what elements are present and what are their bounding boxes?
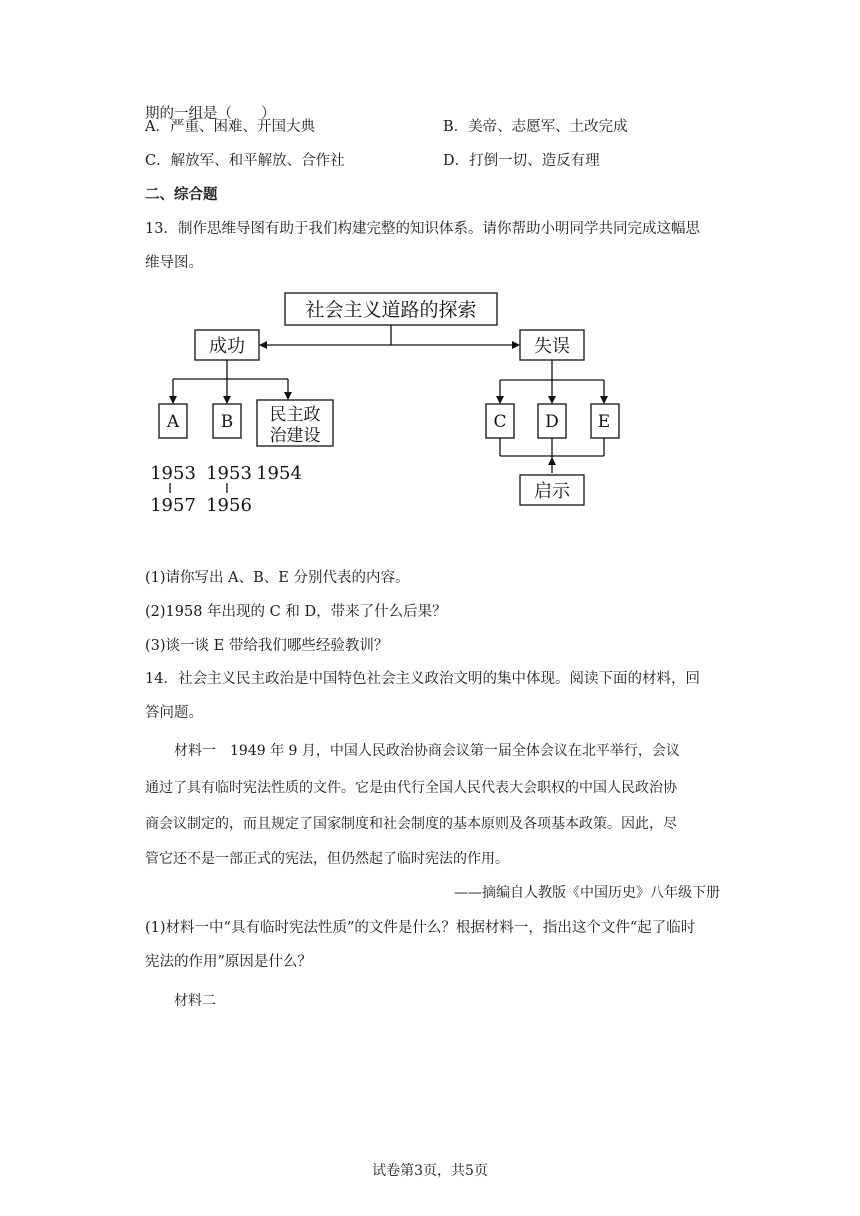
page-footer: 试卷第3页，共5页 (372, 1163, 488, 1179)
material-1-line-3: 商会议制定的，而且规定了国家制度和社会制度的基本原则及各项基本政策。因此，尽 (145, 816, 677, 832)
box-b-label: B (220, 412, 234, 432)
option-c: C．解放军、和平解放、合作社 (145, 153, 345, 169)
question-14-sub-1-line-1: (1)材料一中“具有临时宪法性质”的文件是什么？根据材料一，指出这个文件“起了临时 (145, 920, 696, 936)
question-13-sub-2: (2)1958 年出现的 C 和 D，带来了什么后果？ (145, 604, 447, 620)
question-12-tail: 期的一组是（ ） (145, 106, 276, 122)
section-heading: 二、综合题 (145, 186, 218, 203)
question-14-sub-1-line-2: 宪法的作用”原因是什么？ (145, 954, 312, 970)
material-1-line-4: 管它还不是一部正式的宪法，但仍然起了临时宪法的作用。 (145, 851, 509, 867)
b-end-year: 1956 (206, 495, 252, 516)
b-start-year: 1953 (206, 463, 252, 484)
material-2-label: 材料二 (174, 993, 216, 1009)
option-d: D．打倒一切、造反有理 (443, 153, 600, 169)
material-1-source: ——摘编自人教版《中国历史》八年级下册 (454, 885, 720, 901)
a-end-year: 1957 (150, 495, 196, 516)
mistake-label: 失误 (534, 336, 570, 357)
box-d-label: D (545, 412, 559, 432)
inspire-label: 启示 (534, 481, 570, 502)
box-democracy-line-2: 治建设 (269, 426, 321, 446)
question-14-line-2: 答问题。 (145, 705, 203, 721)
box-democracy-line-1: 民主政 (269, 405, 321, 425)
box-c-label: C (493, 412, 507, 432)
mind-map-diagram (140, 283, 630, 523)
democracy-year: 1954 (256, 463, 302, 484)
material-1-line-2: 通过了具有临时宪法性质的文件。它是由代行全国人民代表大会职权的中国人民政治协 (145, 780, 677, 796)
question-13-line-1: 13．制作思维导图有助于我们构建完整的知识体系。请你帮助小明同学共同完成这幅思 (145, 221, 700, 237)
box-e-label: E (597, 412, 611, 432)
box-a-label: A (166, 412, 180, 432)
material-1-line-1: 材料一 1949 年 9 月，中国人民政治协商会议第一届全体会议在北平举行，会议 (174, 743, 680, 759)
question-13-sub-3: (3)谈一谈 E 带给我们哪些经验教训？ (145, 638, 389, 654)
a-start-year: 1953 (150, 463, 196, 484)
question-14-line-1: 14．社会主义民主政治是中国特色社会主义政治文明的集中体现。阅读下面的材料，回 (145, 671, 700, 687)
question-13-line-2: 维导图。 (145, 255, 203, 271)
root-label: 社会主义道路的探索 (305, 299, 477, 321)
success-label: 成功 (209, 336, 245, 357)
option-a: A．严重、困难、开国大典 (145, 119, 315, 135)
option-b: B．美帝、志愿军、土改完成 (443, 119, 628, 135)
question-13-sub-1: (1)请你写出 A、B、E 分别代表的内容。 (145, 570, 410, 586)
